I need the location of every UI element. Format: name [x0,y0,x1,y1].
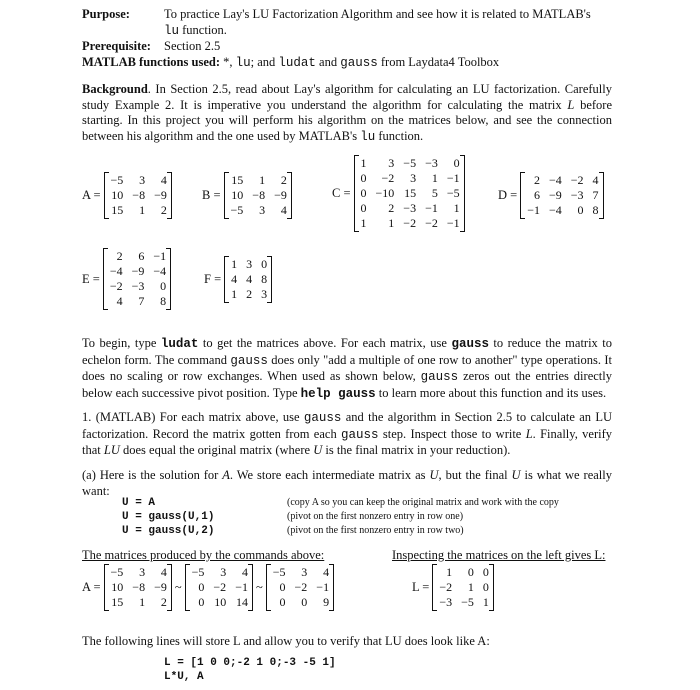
matrix-c-entry: 1 [360,216,367,230]
matrix-d-entry: 2 [533,173,540,187]
produced-step-2-entry: 0 [279,580,286,594]
matrix-l: L = 1 0 0 −2 1 0 −3 −5 1 [412,564,494,611]
matrix-a-entry: 2 [160,203,167,217]
matrix-d-entry: −1 [527,203,540,217]
matrix-e-entry: 7 [138,294,145,308]
matrix-e: E = 2 6 −1 −4 −9 −4 −2 −3 0 4 7 8 [82,248,171,310]
matrix-b-entry: −9 [274,188,287,202]
matrix-a-row [109,203,167,218]
matrix-f-entry: 2 [246,287,253,301]
matrix-a: A = −5 3 4 10 −8 −9 15 1 2 [82,172,172,219]
matrix-c-entry: 0 [360,201,367,215]
matrix-c: C = 1 3 −5 −3 0 0 −2 3 1 −1 0 −10 15 5 −5 0 2 −3 −1 1 1 1 −2 −2 −1 [332,155,465,232]
produced-step-0-entry: 2 [160,595,167,609]
produced-step-1-entry: 10 [214,595,227,609]
matrix-c-entry: −5 [403,156,417,170]
matrix-a-entry: 15 [111,203,124,217]
matrix-l-row [437,565,489,580]
matrix-l-row [437,580,489,595]
produced-step-0-entry: −5 [110,565,124,579]
produced-step-2-entry: 0 [301,595,308,609]
code-l-assign: L = [1 0 0;-2 1 0;-3 -5 1] [164,657,336,669]
matrix-e-entry: 8 [160,294,167,308]
produced-step-2-entry: 4 [323,565,330,579]
matrix-a-entry: 3 [139,173,146,187]
matrix-b-entry: 3 [259,203,266,217]
matrix-e-entry: −3 [131,279,145,293]
produced-step-0-entry: 10 [111,580,124,594]
part-a-text: (a) Here is the solution for A. We store each intermediate matrix as U, but the final U is what we really want: [82,468,613,498]
produced-heading: The matrices produced by the commands above: [82,548,325,562]
produced-step-1-entry: −5 [191,565,205,579]
matrix-e-entry: −2 [109,279,123,293]
matrix-c-entry: −1 [446,171,460,185]
prereq-value: Section 2.5 [164,39,221,53]
matrix-f: F = 1 3 0 4 4 8 1 2 3 [204,256,272,303]
matrix-c-entry: −1 [425,201,438,215]
matrix-b-row [229,203,287,218]
matrix-c-entry: 0 [453,156,460,170]
matrix-d-row [525,203,598,218]
matrix-c-entry: −2 [403,216,417,230]
produced-step-2-entry: 9 [323,595,330,609]
matrix-l-entry: 1 [467,580,474,594]
matrix-b-entry: −8 [252,188,266,202]
matrix-a-entry: −5 [110,173,124,187]
matrix-b-entry: 4 [280,203,287,217]
produced-step-1-row [190,565,248,580]
matrix-d-entry: −2 [570,173,584,187]
matrix-f-row [229,272,267,287]
matrix-c-entry: 5 [431,186,438,200]
background-paragraph: Background. In Section 2.5, read about Lay's algorithm for calculating an LU factorization. Carefully study Example 2. It is imperative you understand the algorithm for calculating the matrix L before starting. In this project you will perform his algorithm on the matrices below, and see the connection between his algorithm and the one used by MATLAB's lu function. [82,82,613,144]
code-line-3: U = gauss(U,2) [122,525,215,537]
matrix-d-entry: 8 [592,203,599,217]
code-line-1: U = A [122,497,156,509]
code-verify: L*U, A [164,671,204,683]
purpose-label: Purpose: [82,7,130,21]
produced-step-2-row [271,580,329,595]
code-comment-2: (pivot on the first nonzero entry in row one) [287,511,464,522]
prereq-label: Prerequisite: [82,39,151,53]
matrix-l-entry: 1 [446,565,453,579]
matrix-l-entry: 0 [467,565,474,579]
matrix-d-entry: −9 [548,188,562,202]
matrix-l-entry: −5 [461,595,474,609]
produced-step-0-entry: 15 [111,595,124,609]
matrix-f-entry: 1 [231,287,238,301]
produced-step-1-entry: 14 [235,595,248,609]
matrix-d: D = 2 −4 −2 4 6 −9 −3 7 −1 −4 0 8 [498,172,604,219]
matrix-a-row [109,173,167,188]
matrix-f-entry: 4 [231,272,238,286]
matrix-f-entry: 3 [261,287,268,301]
matrix-c-row [359,186,460,201]
matrix-e-row [108,279,166,294]
matrix-c-entry: 15 [404,186,417,200]
matrix-c-entry: 2 [388,201,395,215]
matrix-b-entry: 2 [280,173,287,187]
produced-step-0-row [109,580,167,595]
produced-step-1-entry: 4 [241,565,248,579]
matrix-c-entry: −1 [446,216,460,230]
produced-step-0-row [109,565,167,580]
matrix-c-row [359,201,460,216]
produced-step-1-entry: −2 [213,580,227,594]
matrix-a-entry: −8 [132,188,146,202]
produced-step-2-entry: 0 [279,595,286,609]
matrix-f-row [229,287,267,302]
matrix-l-entry: 0 [482,565,489,579]
matrix-c-row [359,156,460,171]
matrix-b: B = 15 1 2 10 −8 −9 −5 3 4 [202,172,292,219]
matrix-d-entry: 7 [592,188,599,202]
matrix-e-entry: 4 [116,294,123,308]
produced-step-0-row [109,595,167,610]
matrix-d-entry: 6 [533,188,540,202]
matrix-l-entry: −2 [439,580,453,594]
purpose-line-2: lu function. [164,23,227,38]
matrix-c-entry: 1 [360,156,367,170]
matrix-e-entry: 2 [116,249,123,263]
matrix-b-entry: 1 [259,173,266,187]
produced-step-0-entry: −9 [154,580,167,594]
matrix-c-entry: −2 [425,216,438,230]
matrix-b-entry: 15 [231,173,244,187]
matrix-d-entry: −4 [548,173,562,187]
matrix-c-entry: −3 [425,156,438,170]
produced-step-0-entry: 4 [160,565,167,579]
matrix-b-row [229,188,287,203]
matrix-b-entry: 10 [231,188,244,202]
matrix-c-entry: 3 [388,156,395,170]
matrix-l-entry: 0 [482,580,489,594]
matrix-f-entry: 0 [261,257,268,271]
matrix-l-entry: 1 [482,595,489,609]
produced-step-1-row [190,580,248,595]
matrix-c-row [359,216,460,231]
matrix-d-entry: −3 [570,188,584,202]
produced-step-1-entry: 0 [198,580,205,594]
matrix-l-entry: −3 [439,595,453,609]
begin-paragraph: To begin, type ludat to get the matrices above. For each matrix, use gauss to reduce the matrix to echelon form. The command gauss does only "add a multiple of one row to another" type operations. It does no scaling or row exchanges. When used as shown below, gauss zeros out the entries directly below each successive pivot position. Type help gauss to learn more about this function and its uses. [82,336,612,401]
produced-step-1-row [190,595,248,610]
inspect-heading: Inspecting the matrices on the left gives L: [392,548,606,562]
produced-step-2-entry: 3 [301,565,308,579]
question-1: 1. (MATLAB) For each matrix above, use gauss and the algorithm in Section 2.5 to calculate an LU factorization. Record the matrix gotten from each gauss step. Inspect those to write L. Finally, verify that LU does equal the original matrix (where U is the final matrix in your reduction). [82,410,613,457]
prereq-line [82,38,221,54]
matrix-d-entry: −4 [548,203,562,217]
matrix-c-entry: −2 [381,171,395,185]
matrix-e-row [108,249,166,264]
produced-step-2-entry: −2 [294,580,308,594]
matrix-d-row [525,188,598,203]
produced-step-0-entry: 1 [139,595,146,609]
produced-step-2-row [271,595,329,610]
purpose-text: To practice Lay's LU Factorization Algorithm and see how it is related to MATLAB's [164,7,591,21]
matrix-f-entry: 3 [246,257,253,271]
matrix-c-entry: 0 [360,186,367,200]
matrix-c-entry: −3 [403,201,417,215]
matrix-e-entry: 0 [160,279,167,293]
produced-step-0-entry: −8 [132,580,146,594]
matrix-e-row [108,264,166,279]
produced-step-2-row [271,565,329,580]
matrix-b-row [229,173,287,188]
purpose-line [82,6,591,22]
matrix-e-entry: 6 [138,249,145,263]
matrix-a-entry: −9 [154,188,167,202]
matrix-c-entry: −10 [375,186,395,200]
matrix-d-row [525,173,598,188]
matrix-f-entry: 8 [261,272,268,286]
matrix-e-entry: −4 [153,264,167,278]
produced-step-1-entry: −1 [235,580,248,594]
matrix-d-entry: 0 [577,203,584,217]
matrix-f-entry: 1 [231,257,238,271]
code-comment-3: (pivot on the first nonzero entry in row two) [287,525,464,536]
produced-step-1-entry: 0 [198,595,205,609]
matrix-f-entry: 4 [246,272,253,286]
produced-step-1-entry: 3 [220,565,227,579]
matlab-functions-line: MATLAB functions used: *, lu; and ludat and gauss from Laydata4 Toolbox [82,55,500,70]
lu-code: lu [164,24,180,38]
produced-step-2-entry: −5 [272,565,286,579]
matrix-c-row [359,171,460,186]
matrix-b-entry: −5 [230,203,244,217]
matrix-c-entry: 1 [388,216,395,230]
matrix-a-row [109,188,167,203]
matrix-c-entry: 1 [453,201,460,215]
matrix-c-entry: −5 [446,186,460,200]
matrix-e-row [108,294,166,309]
matrix-e-entry: −4 [109,264,123,278]
produced-step-2-entry: −1 [316,580,330,594]
matrix-e-entry: −9 [131,264,145,278]
matrix-c-entry: 3 [410,171,417,185]
matrix-d-entry: 4 [592,173,599,187]
produced-step-0-entry: 3 [139,565,146,579]
matrix-a-entry: 4 [160,173,167,187]
code-line-2: U = gauss(U,1) [122,511,215,523]
matrix-f-row [229,257,267,272]
matrix-l-row [437,595,489,610]
produced-matrices: A = −5 3 4 10 −8 −9 15 1 2 ~ −5 3 4 0 −2 −1 0 10 14 ~ −5 3 4 0 −2 −1 0 0 9 [82,564,334,611]
code-comment-1: (copy A so you can keep the original matrix and work with the copy [287,497,559,508]
matrix-c-entry: 0 [360,171,367,185]
matrix-e-entry: −1 [153,249,167,263]
matrix-a-entry: 1 [139,203,146,217]
matrix-a-entry: 10 [111,188,124,202]
following-text: The following lines will store L and allow you to verify that LU does look like A: [82,634,490,648]
matrix-c-entry: 1 [431,171,438,185]
